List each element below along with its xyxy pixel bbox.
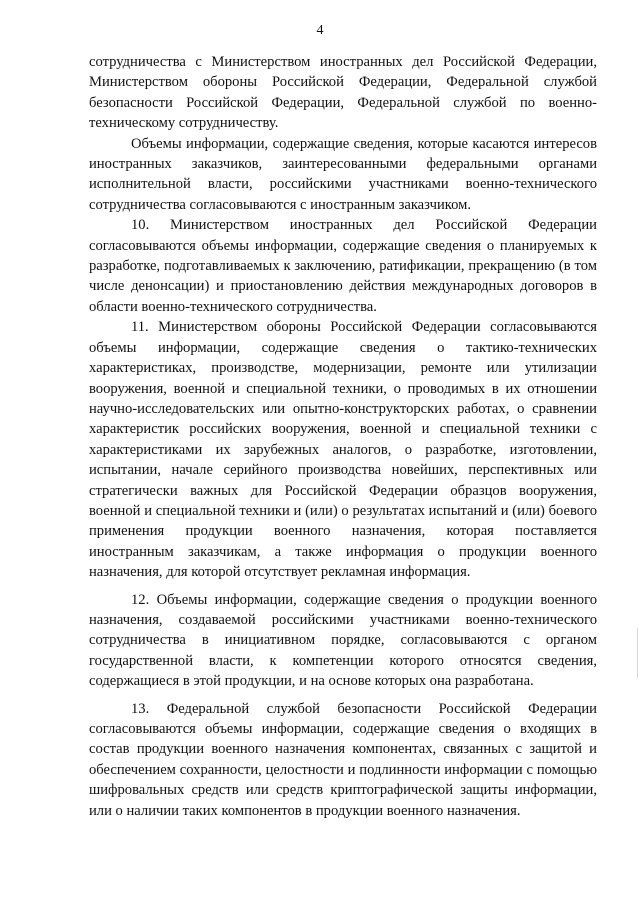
paragraph-item-11: 11. Министерством обороны Российской Федерации согласовываются объемы информации, содержащие сведения о тактико-технических характеристиках, производстве, модернизации, ремонте или утилизации вооружения, военной и специальной техники, о проводимых в их отношении научно-исследовательских или опытно-конструкторских работах, о сравнении характеристик российских вооружения, военной и специальной техники с характеристиками их зарубежных аналогов, о разработке, изготовлении, испытании, начале серийного производства новейших, перспективных или стратегически важных для Российской Федерации образцов вооружения, военной и специальной техники и (или) о результатах испытаний и (или) боевого применения продукции военного назначения, которая поставляется иностранным заказчикам, а также информация о продукции военного назначения, для которой отсутствует рекламная информация. <box>89 319 597 581</box>
scan-edge-mark <box>637 628 638 678</box>
paragraph-foreign-customers: Объемы информации, содержащие сведения, которые касаются интересов иностранных заказчиков, заинтересованными федеральными органами исполнительной власти, российскими участниками военно-технического сотрудничества согласовываются с иностранным заказчиком. <box>89 135 597 213</box>
paragraph-item-10: 10. Министерством иностранных дел Российской Федерации согласовываются объемы информации, содержащие сведения о планируемых к разработке, подготавливаемых к заключению, ратификации, прекращению (в том числе денонсации) и приостановлению действия международных договоров в области военно-технического сотрудничества. <box>89 217 597 315</box>
paragraph-item-13: 13. Федеральной службой безопасности Российской Федерации согласовываются объемы информации, содержащие сведения о входящих в состав продукции военного назначения компонентах, связанных с защитой и обеспечением сохранности, целостности и подлинности информации с помощью шифровальных средств или средств криптографической защиты информации, или о наличии таких компонентов в продукции военного назначения. <box>89 700 597 819</box>
page-number: 4 <box>316 23 324 38</box>
document-body <box>89 52 597 821</box>
paragraph-continuation: сотрудничества с Министерством иностранных дел Российской Федерации, Министерством обороны Российской Федерации, Федеральной службой безопасности Российской Федерации, Федеральной службой по военно-техническому сотрудничеству. <box>89 54 597 132</box>
paragraph-item-12: 12. Объемы информации, содержащие сведения о продукции военного назначения, создаваемой российскими участниками военно-технического сотрудничества в инициативном порядке, согласовываются с органом государственной власти, к компетенции которого относятся сведения, содержащиеся в этой продукции, и на основе которых она разработана. <box>89 591 597 690</box>
